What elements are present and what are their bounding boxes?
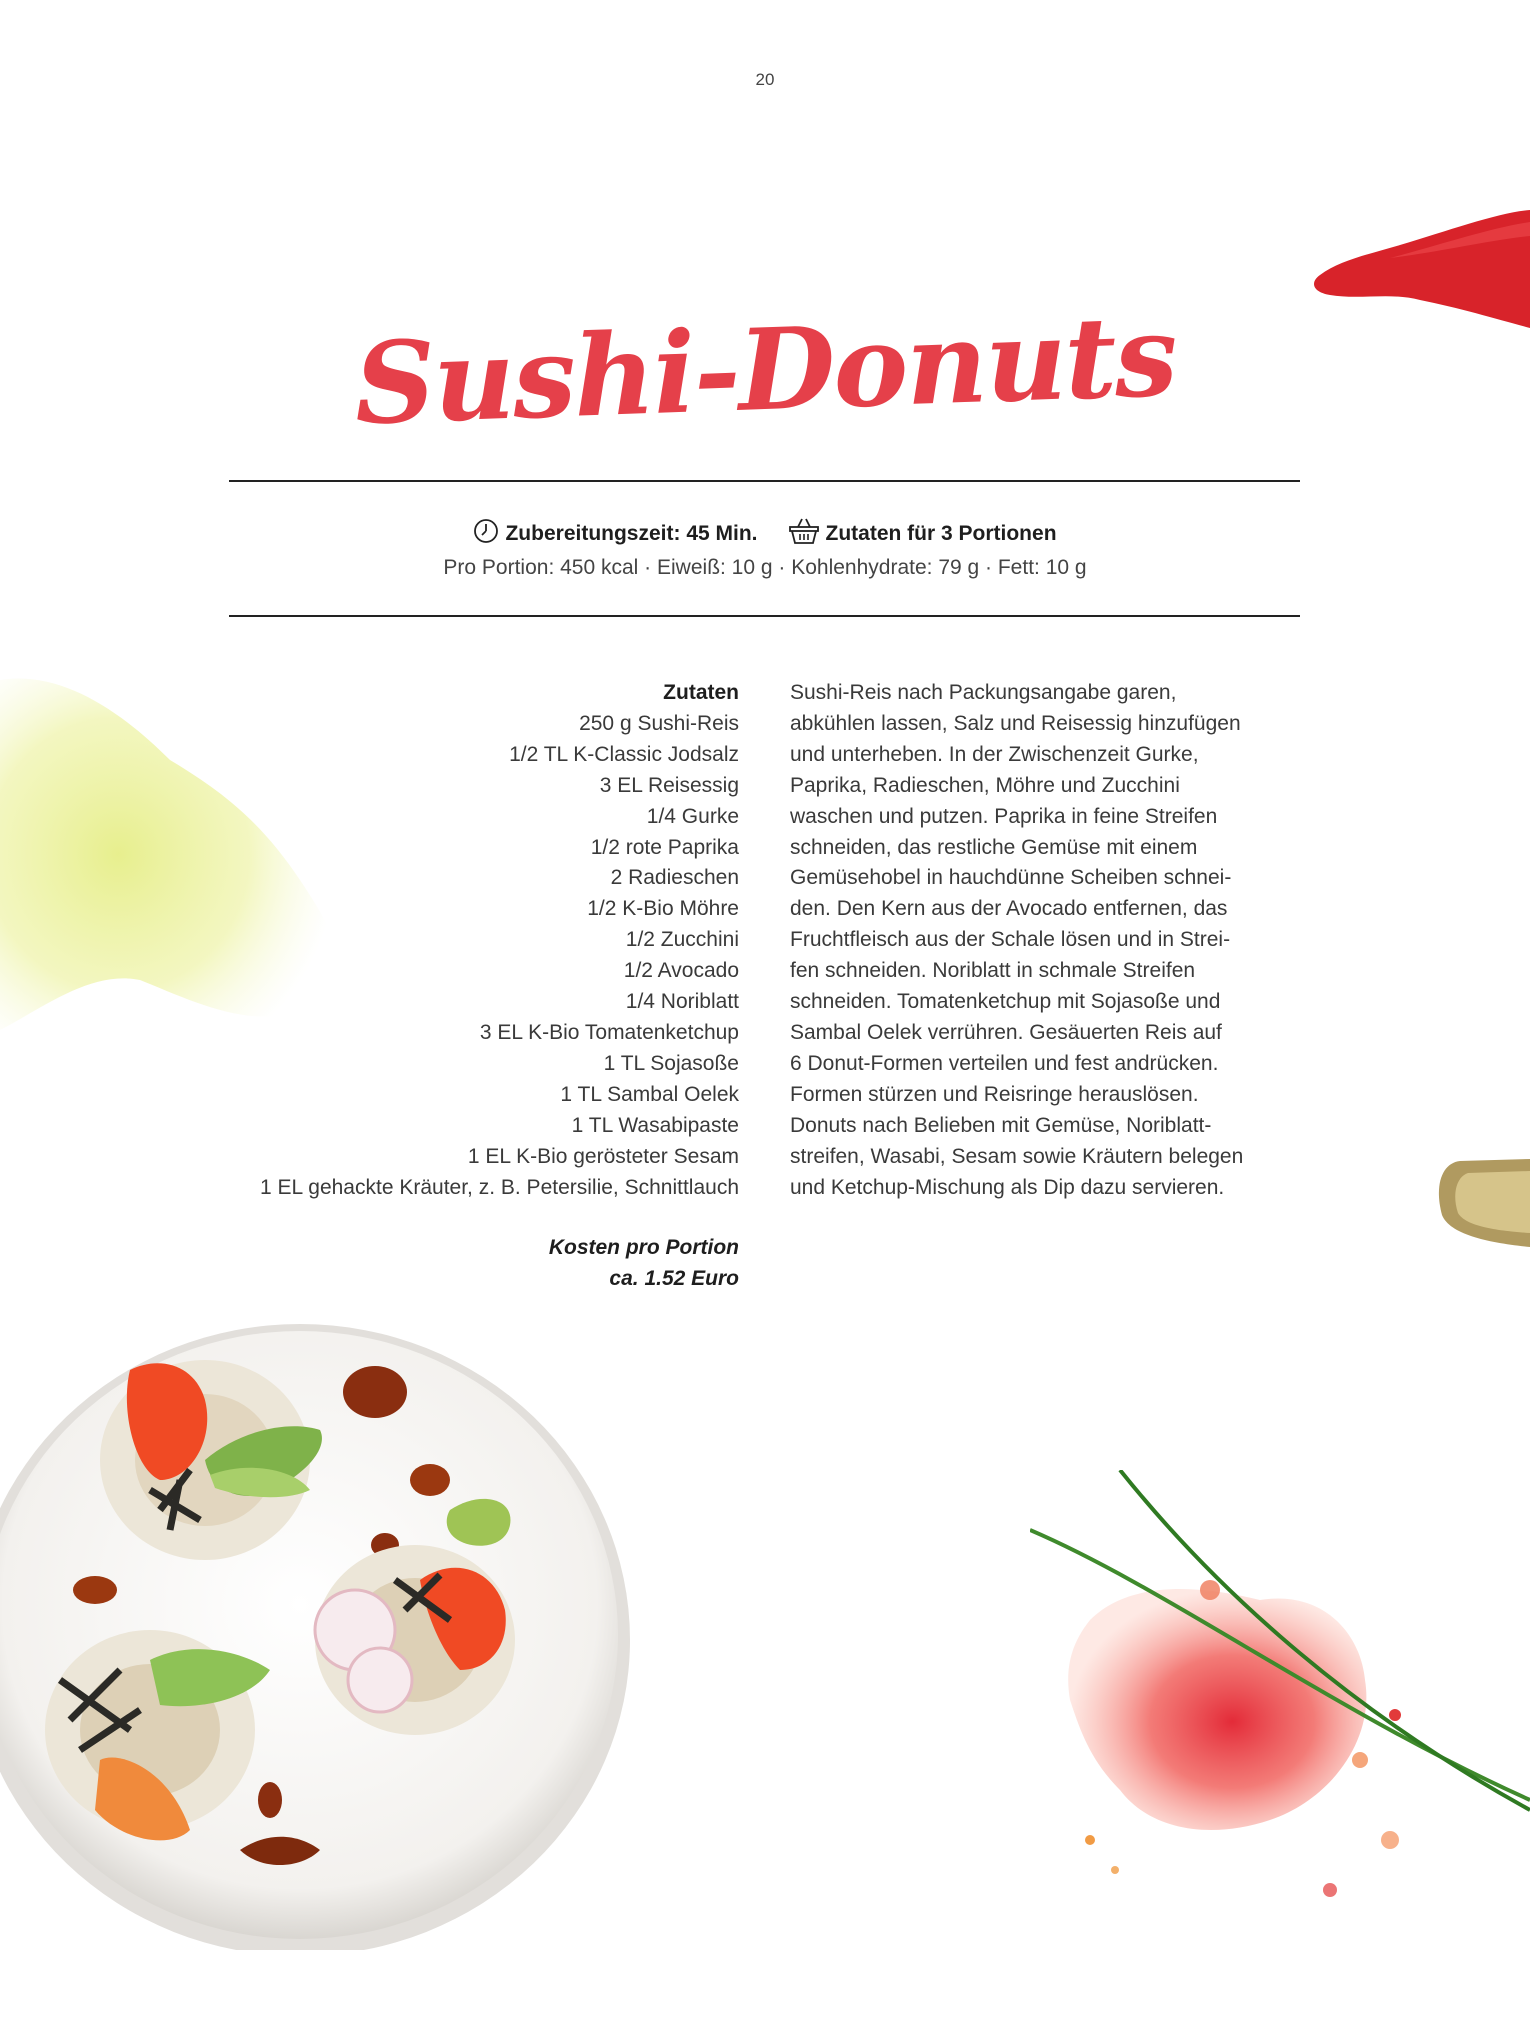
ingredient-item: 1/2 TL K-Classic Jodsalz	[509, 742, 739, 766]
instruction-line: Paprika, Radieschen, Möhre und Zucchini	[790, 773, 1180, 797]
ingredient-item: 3 EL Reisessig	[599, 773, 739, 797]
ingredient-item: 1 EL K-Bio gerösteter Sesam	[467, 1144, 739, 1168]
prep-time-meta	[473, 518, 757, 550]
nutrition-info: Pro Portion: 450 kcal · Eiweiß: 10 g · Kohlenhydrate: 79 g · Fett: 10 g	[443, 556, 1087, 579]
ingredients-heading: Zutaten	[663, 681, 739, 704]
instructions-text	[790, 678, 1290, 1203]
sushi-donuts-plate-image	[0, 1310, 660, 1950]
ingredient-item: 2 Radieschen	[610, 866, 739, 890]
instruction-line: Sushi-Reis nach Packungsangabe garen,	[790, 681, 1177, 704]
ingredient-item: 1/2 K-Bio Möhre	[587, 897, 739, 921]
instruction-line: abkühlen lassen, Salz und Reisessig hinzufügen	[790, 711, 1241, 735]
ingredient-item: 1 TL Wasabipaste	[571, 1113, 739, 1137]
ingredient-item: 1/2 Avocado	[623, 959, 739, 983]
clock-icon	[473, 518, 499, 550]
instruction-line: streifen, Wasabi, Sesam sowie Kräutern belegen	[790, 1144, 1244, 1168]
basket-icon	[788, 517, 820, 551]
ingredient-item: 1/2 rote Paprika	[590, 835, 739, 859]
instruction-line: schneiden. Tomatenketchup mit Sojasoße und	[790, 990, 1221, 1014]
instruction-line: fen schneiden. Noriblatt in schmale Streifen	[790, 959, 1196, 983]
instruction-line: 6 Donut-Formen verteilen und fest andrücken.	[790, 1051, 1219, 1075]
instruction-line: schneiden, das restliche Gemüse mit einem	[790, 835, 1198, 859]
red-watercolor-chives-decoration	[1030, 1470, 1530, 1950]
instruction-line: Sambal Oelek verrühren. Gesäuerten Reis auf	[790, 1020, 1222, 1044]
bottom-divider	[229, 615, 1300, 617]
page-number: 20	[755, 70, 775, 89]
instruction-line: Gemüsehobel in hauchdünne Scheiben schnei-	[790, 866, 1232, 890]
top-divider	[229, 480, 1300, 482]
instruction-line: Formen stürzen und Reisringe herauslösen.	[790, 1082, 1199, 1106]
recipe-title: Sushi-Donuts	[352, 290, 1178, 451]
soy-dish-decoration	[1430, 1155, 1530, 1255]
ingredient-item: 250 g Sushi-Reis	[579, 711, 739, 735]
instruction-line: waschen und putzen. Paprika in feine Streifen	[790, 804, 1218, 828]
instruction-line: Donuts nach Belieben mit Gemüse, Noriblatt-	[790, 1113, 1212, 1137]
cost-label: Kosten pro Portion	[548, 1236, 739, 1259]
ingredient-item: 3 EL K-Bio Tomatenketchup	[479, 1020, 739, 1044]
ingredient-item: 1 TL Sojasoße	[603, 1051, 739, 1075]
ingredient-item: 1/2 Zucchini	[625, 928, 739, 952]
instruction-line: den. Den Kern aus der Avocado entfernen, das	[790, 897, 1228, 921]
ingredient-item: 1/4 Noriblatt	[625, 990, 739, 1014]
ingredient-item: 1 EL gehackte Kräuter, z. B. Petersilie, Schnittlauch	[260, 1175, 739, 1199]
instruction-line: Fruchtfleisch aus der Schale lösen und in Strei-	[790, 928, 1231, 952]
ingredient-item: 1 TL Sambal Oelek	[560, 1082, 739, 1106]
prep-time-text: Zubereitungszeit: 45 Min.	[505, 522, 758, 545]
ingredient-item: 1/4 Gurke	[646, 804, 739, 828]
cost-per-portion	[400, 1232, 739, 1294]
servings-text: Zutaten für 3 Portionen	[825, 522, 1057, 545]
instruction-line: und unterheben. In der Zwischenzeit Gurke,	[790, 742, 1199, 766]
ingredients-list	[200, 678, 739, 1203]
servings-meta	[788, 517, 1057, 551]
recipe-meta-row	[0, 517, 1530, 551]
cost-value: ca. 1.52 Euro	[609, 1267, 739, 1290]
instruction-line: und Ketchup-Mischung als Dip dazu servieren.	[790, 1175, 1225, 1199]
